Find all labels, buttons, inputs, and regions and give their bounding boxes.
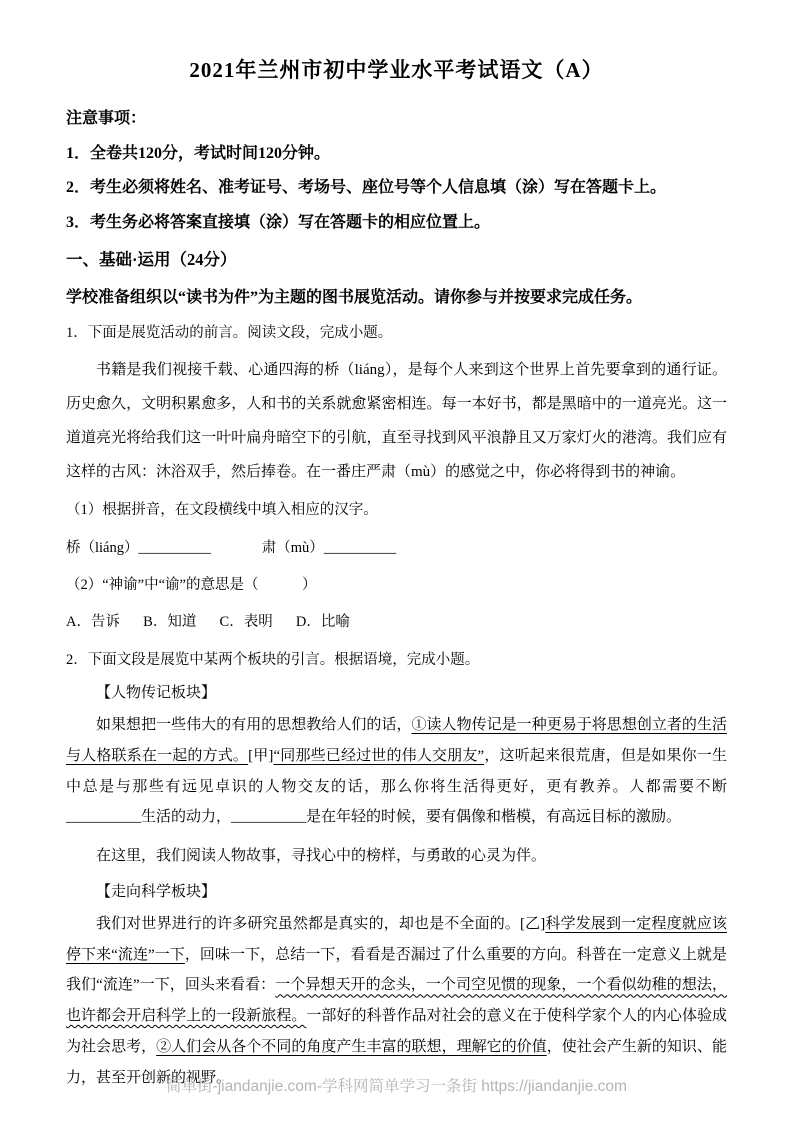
sci-underlined-sentence-yi: 科学发展到一定程度就应该停下来“流连”一下 [66, 915, 727, 963]
question1-fill-line [66, 537, 727, 560]
q1-fill-label-1: 桥（liáng） [66, 539, 139, 556]
bio-marker-jia: [甲] [248, 747, 274, 764]
question1-options [66, 611, 727, 634]
q1-fill-blank-1: __________ [138, 539, 211, 556]
option-d: D．比喻 [295, 613, 350, 630]
sci-wavy-underlined-sentence: 一个异想天开的念头，一个司空见惯的现象，一个看似幼稚的想法，也许都会开启科学上的一段新旅程。 [66, 977, 727, 1025]
biography-block-heading: 【人物传记板块】 [96, 685, 217, 702]
question1-sub1: （1）根据拼音，在文段横线中填入相应的汉字。 [66, 502, 378, 519]
bio-seg-6: 生活的动力， [141, 809, 232, 826]
option-a: A．告诉 [66, 613, 120, 630]
q1-fill-label-2: 肃（mù） [261, 539, 324, 556]
page-title: 2021年兰州市初中学业水平考试语文（A） [189, 58, 604, 82]
bio-blank-2: __________ [231, 809, 307, 826]
watermark-footer: 简单街-jiandanjie.com-学科网简单学习一条街 https://jiandanjie.com [166, 1078, 627, 1095]
sci-seg-2: ，回味一下，总结一下，看看是否漏过了什么重要的方向。科普在一定意义上就是我们“流连”一下，回头来看看： [66, 946, 727, 994]
notice-item-2: 2．考生必须将姓名、准考证号、考场号、座位号等个人信息填（涂）写在答题卡上。 [66, 179, 667, 197]
bio-blank-1: __________ [66, 809, 141, 826]
section1-intro: 学校准备组织以“读书为件”为主题的图书展览活动。请你参与并按要求完成任务。 [66, 289, 643, 307]
notice-item-3: 3．考生务必将答案直接填（涂）写在答题卡的相应位置上。 [66, 213, 491, 231]
bio-underlined-quote: “同那些已经过世的伟人交朋友” [273, 747, 485, 764]
bio-seg-8: 是在年轻的时候，要有偶像和楷模，有高远目标的激励。 [306, 809, 682, 826]
biography-closing-line: 在这里，我们阅读人物故事，寻找心中的榜样，与勇敢的心灵为伴。 [96, 848, 547, 865]
option-c: C．表明 [219, 613, 273, 630]
bio-underlined-sentence-1: ①读人物传记是一种更易于将思想创立者的生活与人格联系在一起的方式。 [66, 717, 727, 764]
q1-fill-blank-2: __________ [323, 539, 397, 556]
question1-reading-passage: 书籍是我们视接千载、心通四海的桥（liáng），是每个人来到这个世界上首先要拿到的通行证。历史愈久，文明积累愈多，人和书的关系就愈紧密相连。每一本好书，都是黑暗中的一道亮光。这一道道亮光将给我们这一叶叶扁舟暗空下的引航，直至寻找到风平浪静且又万家灯火的港湾。我们应有这样的古风：沐浴双手，然后捧卷。在一番庄严肃（mù）的感觉之中，你必将得到书的神谕。 [66, 362, 727, 480]
sci-underlined-sentence-2: ②人们会从各个不同的角度产生丰富的联想，理解它的价值 [156, 1038, 547, 1055]
question1-sub2: （2）“神谕”中“谕”的意思是（ ） [66, 576, 317, 593]
bio-seg-4: ，这听起来很荒唐，但是如果你一生中总是与那些有远见卓识的人物交友的话，那么你将生活得更好，更有教养。人都需要不断 [66, 747, 727, 795]
notice-heading: 注意事项： [66, 110, 147, 127]
sci-seg-0: 我们对世界进行的许多研究虽然都是真实的，却也是不全面的。[乙] [96, 915, 546, 932]
option-b: B．知道 [143, 613, 197, 630]
sci-seg-6: ，使社会产生新的知识、能力，甚至开创新的视野。 [66, 1038, 727, 1086]
science-paragraph [66, 909, 727, 1094]
question2-stem: 2．下面文段是展览中某两个板块的引言。根据语境，完成小题。 [66, 652, 480, 669]
notice-item-1: 1．全卷共120分，考试时间120分钟。 [66, 144, 331, 162]
science-block-heading: 【走向科学板块】 [96, 883, 217, 900]
bio-seg-0: 如果想把一些伟大的有用的思想教给人们的话， [96, 717, 412, 734]
section1-heading: 一、基础·运用（24分） [66, 250, 237, 270]
biography-paragraph [66, 710, 727, 833]
question1-stem: 1．下面是展览活动的前言。阅读文段，完成小题。 [66, 325, 393, 342]
sci-seg-4: 一部好的科普作品对社会的意义在于使科学家个人的内心体验成为社会思考， [66, 1008, 727, 1055]
